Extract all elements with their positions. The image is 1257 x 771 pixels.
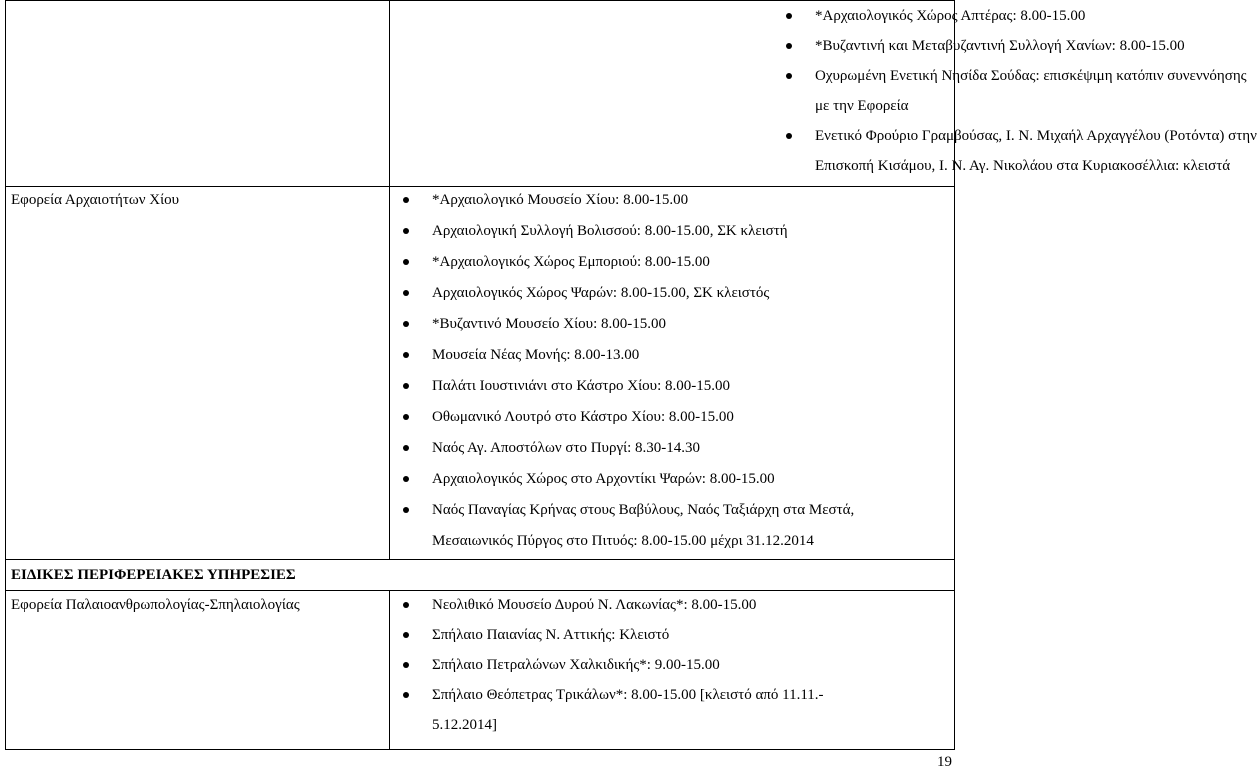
list-item: Ναός Παναγίας Κρήνας στους Βαβύλους, Ναός Ταξιάρχη στα Μεστά, bbox=[432, 502, 855, 518]
list-item: Σπήλαιο Θεόπετρας Τρικάλων*: 8.00-15.00 [κλειστό από 11.11.- bbox=[432, 687, 824, 703]
schedule-table bbox=[5, 0, 1257, 750]
table-row bbox=[6, 187, 955, 560]
list-item: Οθωμανικό Λουτρό στο Κάστρο Χίου: 8.00-15.00 bbox=[432, 409, 734, 425]
list-item-continuation: Μεσαιωνικός Πύργος στο Πιτυός: 8.00-15.00 μέχρι 31.12.2014 bbox=[432, 533, 814, 549]
list-item: Παλάτι Ιουστινιάνι στο Κάστρο Χίου: 8.00-15.00 bbox=[432, 378, 731, 394]
list-item: Ενετικό Φρούριο Γραμβούσας, Ι. Ν. Μιχαήλ Αρχαγγέλου (Ροτόντα) στην bbox=[815, 128, 1257, 144]
right-cell bbox=[390, 187, 955, 560]
section-cell bbox=[6, 560, 955, 591]
list-item: Αρχαιολογικός Χώρος Ψαρών: 8.00-15.00, ΣΚ κλειστός bbox=[432, 285, 770, 301]
list-item: *Αρχαιολογικός Χώρος Εμποριού: 8.00-15.00 bbox=[432, 254, 710, 270]
list-item: Σπήλαιο Παιανίας Ν. Αττικής: Κλειστό bbox=[432, 627, 670, 643]
list-item-continuation: Επισκοπή Κισάμου, Ι. Ν. Αγ. Νικολάου στα Κυριακοσέλλια: κλειστά bbox=[815, 158, 1231, 174]
right-cell bbox=[390, 591, 955, 750]
list-item: *Βυζαντινό Μουσείο Χίου: 8.00-15.00 bbox=[432, 316, 666, 332]
list-item: *Αρχαιολογικό Μουσείο Χίου: 8.00-15.00 bbox=[432, 192, 689, 208]
list-item: Νεολιθικό Μουσείο Δυρού Ν. Λακωνίας*: 8.00-15.00 bbox=[432, 597, 757, 613]
list-item-continuation: 5.12.2014] bbox=[432, 717, 497, 733]
department-label: Εφορεία Παλαιοανθρωπολογίας-Σπηλαιολογίας bbox=[11, 597, 300, 613]
list-item: *Βυζαντινή και Μεταβυζαντινή Συλλογή Χανίων: 8.00-15.00 bbox=[815, 38, 1185, 54]
list-item-continuation: με την Εφορεία bbox=[815, 98, 909, 114]
left-cell bbox=[6, 187, 390, 560]
department-label: Εφορεία Αρχαιοτήτων Χίου bbox=[11, 192, 180, 208]
list-item: Σπήλαιο Πετραλώνων Χαλκιδικής*: 9.00-15.00 bbox=[432, 657, 720, 673]
right-cell bbox=[390, 1, 1257, 187]
table-row bbox=[6, 591, 955, 750]
section-heading: ΕΙΔΙΚΕΣ ΠΕΡΙΦΕΡΕΙΑΚΕΣ ΥΠΗΡΕΣΙΕΣ bbox=[11, 567, 296, 583]
list-item: Αρχαιολογικός Χώρος στο Αρχοντίκι Ψαρών: 8.00-15.00 bbox=[432, 471, 775, 487]
table-row bbox=[6, 560, 955, 591]
list-item: Αρχαιολογική Συλλογή Βολισσού: 8.00-15.00, ΣΚ κλειστή bbox=[432, 223, 788, 239]
left-cell bbox=[6, 591, 390, 750]
list-item: Οχυρωμένη Ενετική Νησίδα Σούδας: επισκέψιμη κατόπιν συνεννόησης bbox=[815, 68, 1247, 84]
table-row bbox=[6, 1, 955, 187]
list-item: Ναός Αγ. Αποστόλων στο Πυργί: 8.30-14.30 bbox=[432, 440, 701, 456]
list-item: *Αρχαιολογικός Χώρος Απτέρας: 8.00-15.00 bbox=[815, 8, 1086, 24]
left-cell bbox=[6, 1, 390, 187]
page-number: 19 bbox=[937, 754, 952, 770]
list-item: Μουσεία Νέας Μονής: 8.00-13.00 bbox=[432, 347, 640, 363]
